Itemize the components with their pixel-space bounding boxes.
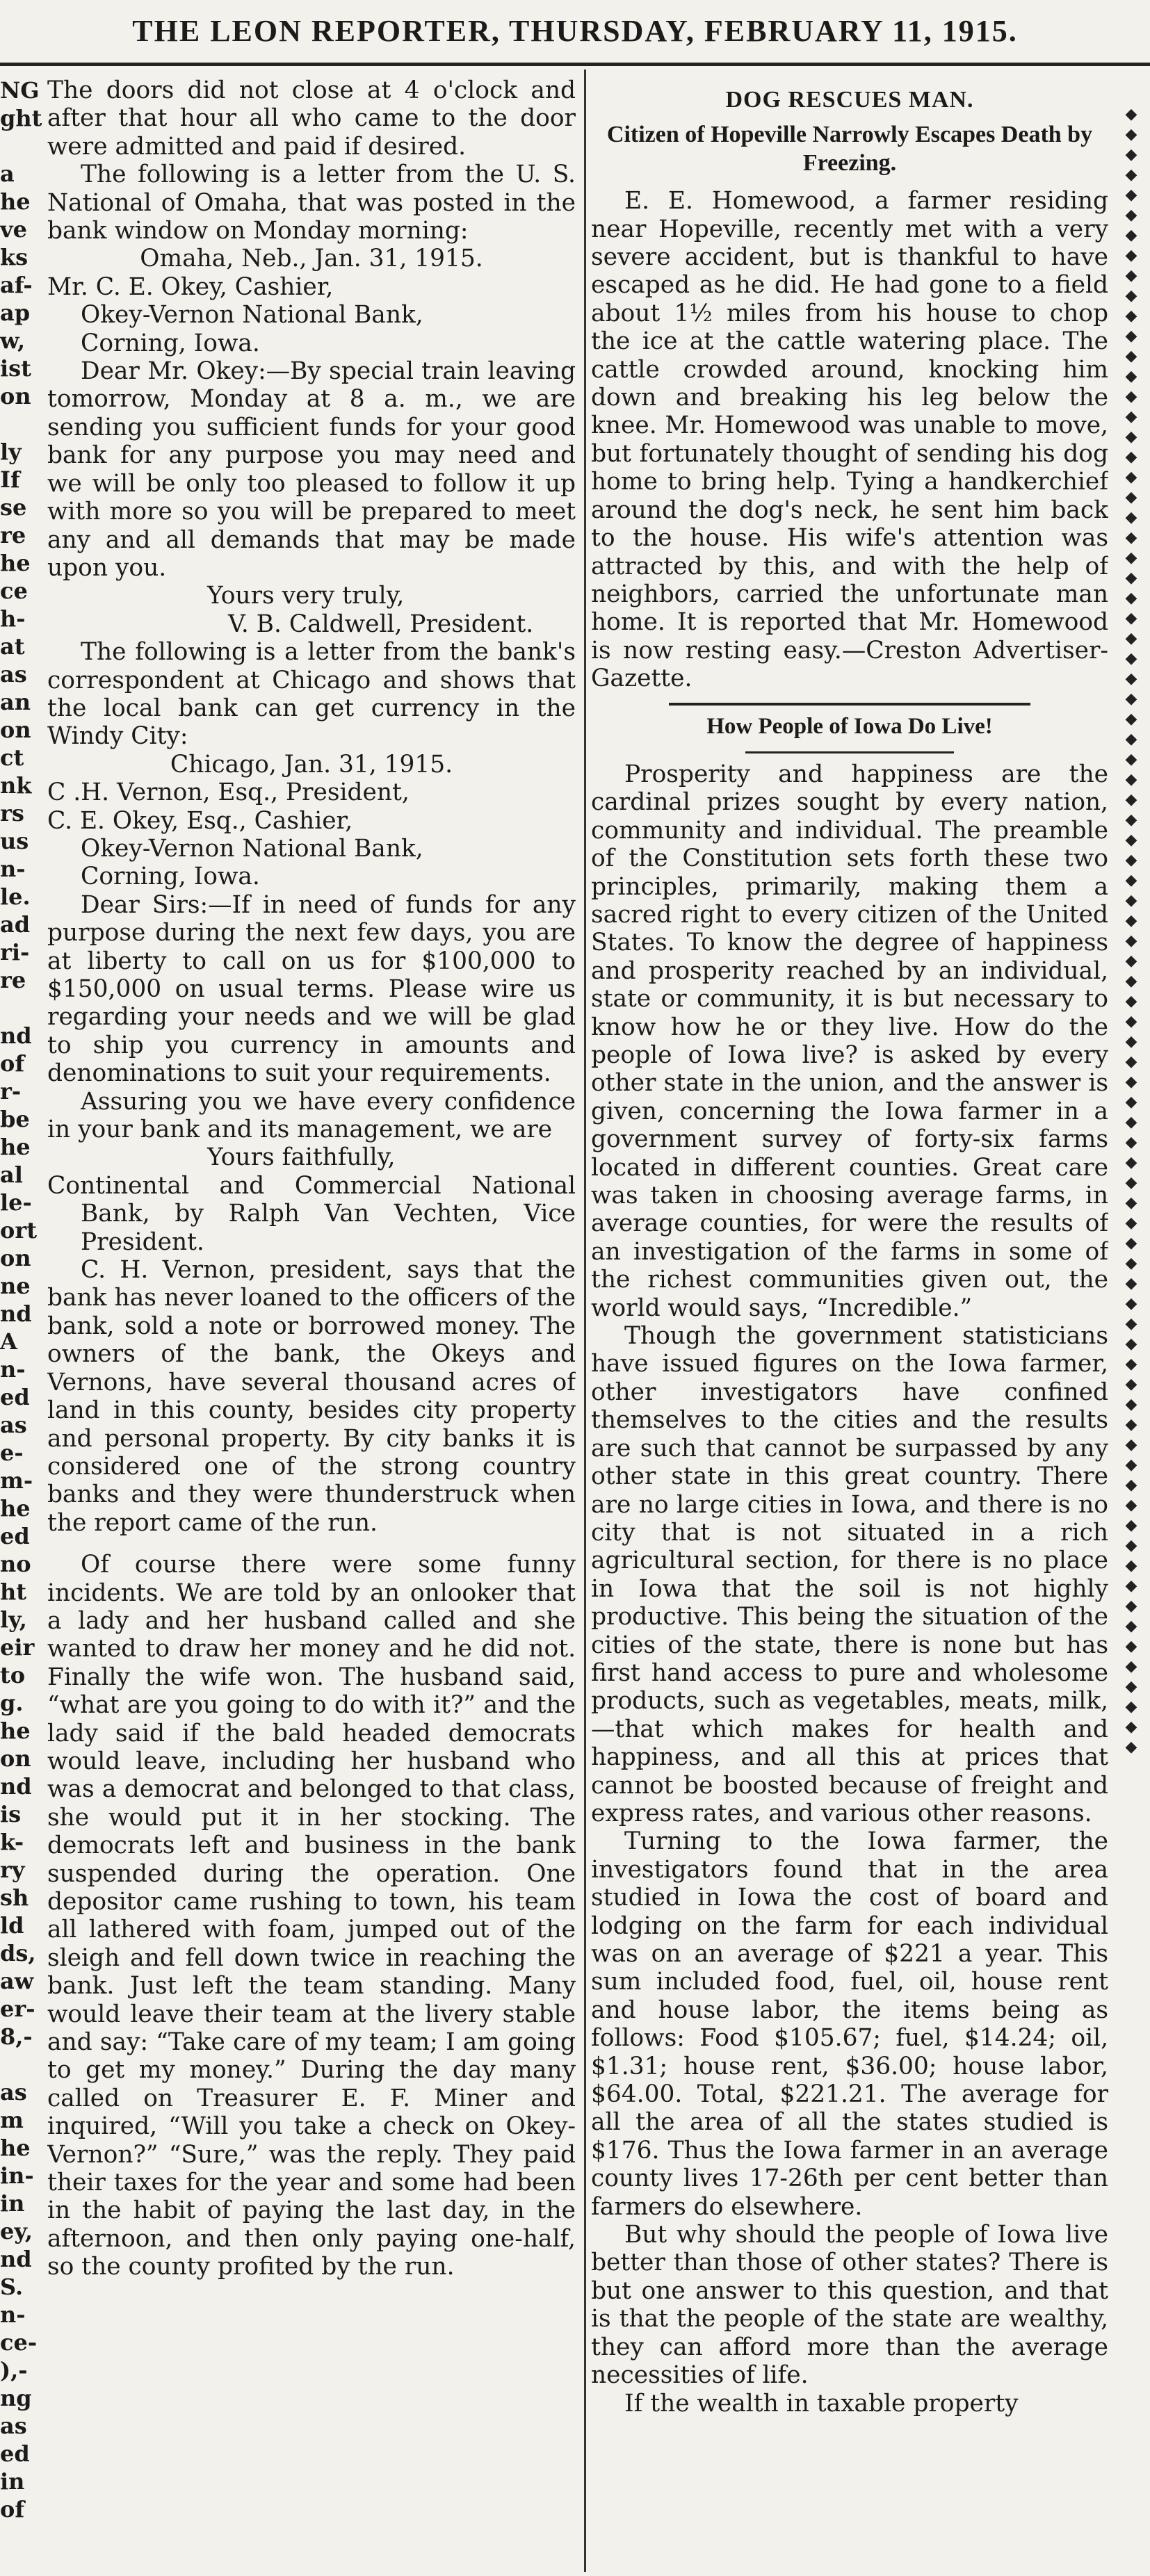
letter-dateline: Chicago, Jan. 31, 1915. [170,750,453,778]
left-fragment: ht [0,1579,27,1605]
left-fragment: sh [0,1884,29,1911]
left-fragment: ght [0,105,42,131]
article-paragraph: Of course there were some funny incidents. We are told by an onlooker that a lady and her husband called and she wanted to draw her money and he did not. Finally the wife won. The husband said, “what are you going to do with it?” and the lady said if the bald headed democrats would leave, including her husband who was a democrat and belonged to that class, she would put it in her stocking. The democrats left and business in the bank suspended during the operation. One depositor came rushing to town, his team all lathered with foam, jumped out of the sleigh and fell down twice in reaching the bank. Just left the team standing. Many would leave their team at the livery stable and say: “Take care of my team; I am going to get my money.” During the day many called on Treasurer E. F. Miner and inquired, “Will you take a check on Okey-Vernon?” “Sure,” was the reply. They paid their taxes for the year and some had been in the habit of paying the last day, in the afternoon, and then only paying one-half, so the county profited by the run. [47,1551,576,2281]
letter-address: C. E. Okey, Esq., Cashier, [47,806,353,835]
left-fragment: ly [0,439,22,465]
masthead-title: THE LEON REPORTER, THURSDAY, FEBRUARY 11, 1915. [132,14,1018,48]
left-fragment: nd [0,1773,32,1800]
dog-story-subhead: Citizen of Hopeville Narrowly Escapes Death by Freezing. [606,122,1093,176]
article-paragraph: C. H. Vernon, president, says that the bank has never loaned to the officers of the bank, sold a note or borrowed money. The owners of the bank, the Okeys and Vernons, have several thousand acres of land in this county, besides city property and personal property. By city banks it is considered one of the strong country banks and they were thunderstruck when the report came of the run. [47,1256,576,1537]
letter-address: Okey-Vernon National Bank, [81,834,423,863]
left-fragment: an [0,689,31,715]
left-fragment: w, [0,327,26,354]
left-fragment: on [0,383,31,409]
left-column-fragments [0,76,43,2523]
left-fragment: ly, [0,1606,27,1633]
letter-body: Assuring you we have every confidence in your bank and its management, we are [47,1087,576,1144]
left-fragment: on [0,1245,31,1271]
dog-story-body: E. E. Homewood, a farmer residing near Hopeville, recently met with a very severe accident, but is thankful to have escaped as he did. He had gone to a field about 1½ miles from his house to chop the ice at the cattle watering place. The cattle crowded around, knocking him down and breaking his leg below the knee. Mr. Homewood was unable to move, but fortunately thought of sending his dog home to bring help. Tying a handkerchief around the dog's neck, he sent him back to the house. His wife's attention was attracted by this, and with the help of neighbors, carried the unfortunate man home. It is reported that Mr. Homewood is now resting easy.—Creston Advertiser-Gazette. [591,187,1108,693]
left-fragment: as [0,2079,27,2105]
left-fragment: is [0,1801,22,1827]
article-paragraph: The following is a letter from the U. S. National of Omaha, that was posted in the bank window on Monday morning: [47,161,576,245]
left-fragment: al [0,1161,23,1188]
left-fragment: m- [0,1467,33,1494]
letter-closing: Yours very truly, [207,582,405,610]
left-fragment: he [0,1495,31,1522]
left-fragment: A [0,1328,17,1355]
left-fragment [0,132,43,160]
letter-address: Okey-Vernon National Bank, [81,301,423,329]
left-fragment: no [0,1551,31,1577]
left-fragment: er- [0,1996,35,2022]
article-paragraph: But why should the people of Iowa live better than those of other states? There is but one answer to this question, and that is that the people of the state are wealthy, they can afford more than the average necessities of life. [591,2221,1108,2390]
article-paragraph: If the wealth in taxable property [624,2389,1019,2418]
column-rule [584,70,586,2572]
left-fragment: If [0,466,20,493]
left-fragment: le. [0,883,31,910]
left-fragment: on [0,717,31,743]
left-fragment: on [0,1745,31,1772]
article-paragraph: Prosperity and happiness are the cardinal prizes sought by every nation, community and individual. The preamble of the Constitution sets forth these two principles, primarily, making them a sacred right to every citizen of the United States. To know the degree of happiness and prosperity reached by an individual, state or community, it is but necessary to know how he or they live. How do the people of Iowa live? is asked by every other state in the union, and the answer is given, concerning the Iowa farmer in a government survey of forty-six farms located in different counties. Great care was taken in choosing average farms, in average counties, for were the results of an investigation of the farms in some of the richest communities given out, the world would says, “Incredible.” [591,760,1108,1322]
left-fragment: ds, [0,1940,36,1966]
left-fragment: in [0,2468,25,2495]
left-fragment: m [0,2107,24,2133]
left-fragment: of [0,2496,25,2522]
letter-body: Dear Mr. Okey:—By special train leaving tomorrow, Monday at 8 a. m., we are sending you sufficient funds for your good bank for any purpose you may need and we will be only too pleased to follow it up with more so you will be prepared to meet any and all demands that may be made upon you. [47,357,576,582]
left-fragment: af- [0,272,33,298]
left-fragment [0,2051,43,2078]
left-fragment: ey, [0,2218,33,2244]
letter-address: Mr. C. E. Okey, Cashier, [47,272,334,301]
left-fragment: ve [0,216,27,243]
left-fragment: nk [0,772,32,799]
left-fragment: us [0,828,29,854]
iowa-story-headline: How People of Iowa Do Live! [706,713,993,739]
letter-signature: V. B. Caldwell, President. [228,610,534,638]
article-paragraph: The doors did not close at 4 o'clock and after that hour all who came to the door were admitted and paid if desired. [47,76,576,161]
left-fragment: le- [0,1189,32,1216]
letter-body: Dear Sirs:—If in need of funds for any purpose during the next few days, you are at liberty to call on us for $100,000 to $150,000 on usual terms. Please wire us regarding your needs and we will be glad to ship you currency in amounts and denominations to suit your requirements. [47,890,576,1088]
left-fragment: he [0,1718,31,1744]
ornamental-border: ◆ ◆ ◆ ◆ ◆ ◆ ◆ ◆ ◆ ◆ ◆ ◆ ◆ ◆ ◆ ◆ ◆ ◆ ◆ ◆ ◆ ◆ ◆ ◆ ◆ ◆ ◆ ◆ ◆ ◆ ◆ ◆ ◆ ◆ ◆ ◆ ◆ ◆ ◆ ◆ ◆ ◆ ◆ ◆ ◆ ◆ ◆ ◆ ◆ ◆ ◆ ◆ ◆ ◆ ◆ ◆ ◆ ◆ ◆ ◆ ◆ ◆ ◆ ◆ ◆ ◆ ◆ ◆ ◆ ◆ ◆ ◆ ◆ ◆ ◆ ◆ ◆ ◆ ◆ ◆ ◆ ◆ [1125,106,1137,1756]
left-fragment: a [0,161,15,187]
bank-run-article [47,76,576,2572]
left-fragment: ce- [0,2329,38,2356]
left-fragment: as [0,661,27,687]
left-fragment: e- [0,1440,24,1466]
left-fragment: n- [0,856,26,882]
left-fragment: he [0,2135,31,2161]
left-fragment: of [0,1050,25,1077]
left-fragment [0,410,43,438]
left-fragment: ng [0,2385,32,2411]
article-paragraph: Though the government statisticians have issued figures on the Iowa farmer, other investigators have confined themselves to the cities and the results are such that cannot be surpassed by any other state in this great country. There are no large cities in Iowa, and there is no city that is not situated in a rich agricultural section, for there is no place in Iowa that the soil is not highly productive. This being the situation of the cities of the state, there is none but has first hand access to pure and wholesome products, such as vegetables, meats, milk,—that which makes for health and happiness, and all this at prices that cannot be boosted because of freight and express rates, and various other reasons. [591,1322,1108,1827]
left-fragment: 8,- [0,2023,33,2050]
left-fragment: ce [0,578,28,604]
left-fragment: ne [0,1273,31,1299]
left-fragment: re [0,967,26,993]
letter-address: Corning, Iowa. [81,863,260,891]
left-fragment: n- [0,2301,26,2328]
letter-signature: Continental and Commercial National Bank, by Ralph Van Vechten, Vice President. [47,1171,576,1256]
left-fragment: ap [0,300,31,326]
left-fragment: he [0,1134,31,1160]
left-fragment: n- [0,1356,26,1383]
left-fragment: nd [0,1022,32,1049]
left-fragment: he [0,188,31,215]
masthead [0,0,1150,66]
left-fragment: ed [0,1384,30,1410]
left-fragment: r- [0,1078,22,1104]
left-fragment: in [0,2190,25,2217]
right-column [591,76,1108,2572]
left-fragment: as [0,2413,27,2439]
left-fragment: se [0,494,27,521]
section-divider [745,751,954,753]
letter-address: C .H. Vernon, Esq., President, [47,778,410,807]
article-paragraph: The following is a letter from the bank's correspondent at Chicago and shows that the local bank can get currency in the Windy City: [47,638,576,751]
left-fragment: ld [0,1912,24,1939]
left-fragment: aw [0,1968,34,1994]
left-fragment: k- [0,1829,24,1855]
left-fragment: ),- [0,2357,28,2383]
letter-dateline: Omaha, Neb., Jan. 31, 1915. [140,245,483,273]
left-fragment: g. [0,1690,24,1716]
left-fragment: ist [0,355,31,382]
left-fragment: re [0,522,26,548]
left-fragment: NG [0,77,40,104]
left-fragment: ct [0,744,24,771]
left-fragment [0,994,43,1022]
left-fragment: nd [0,1301,32,1327]
letter-address: Corning, Iowa. [81,329,260,357]
left-fragment: to [0,1662,26,1688]
left-fragment: in- [0,2162,34,2189]
article-paragraph: Turning to the Iowa farmer, the investigators found that in the area studied in Iowa the cost of board and lodging on the farm for each individual was on an average of $221 a year. This sum included food, fuel, oil, house rent and house labor, the items being as follows: Food $105.67; fuel, $14.24; oil, $1.31; house rent, $36.00; house labor, $64.00. Total, $221.21. The average for all the area of all the states studied is $176. Thus the Iowa farmer in an average county lives 17-26th per cent better than farmers do elsewhere. [591,1827,1108,2221]
left-fragment: ad [0,911,31,938]
dog-story-headline: DOG RESCUES MAN. [725,87,974,113]
left-fragment: be [0,1106,30,1132]
section-divider [669,703,1030,706]
left-fragment: as [0,1412,27,1438]
left-fragment: nd [0,2246,32,2272]
left-fragment: ed [0,2440,30,2467]
left-fragment: rs [0,800,24,826]
letter-closing: Yours faithfully, [207,1143,396,1172]
left-fragment: eir [0,1634,35,1661]
left-fragment: ks [0,244,29,270]
left-fragment: ort [0,1217,37,1244]
left-fragment: he [0,550,31,576]
left-fragment: h- [0,605,26,632]
left-fragment: at [0,633,25,660]
left-fragment: ri- [0,939,30,965]
left-fragment: ry [0,1857,25,1883]
left-fragment: S. [0,2274,24,2300]
left-fragment: ed [0,1523,30,1549]
